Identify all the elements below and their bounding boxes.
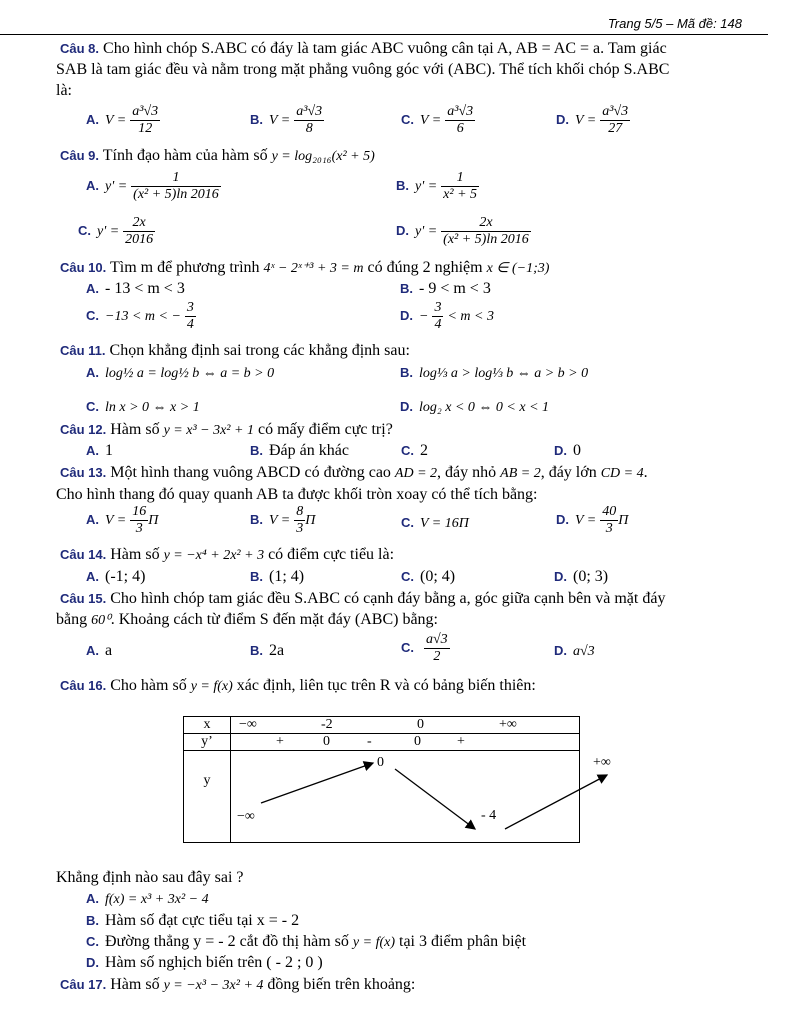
x-value: +∞ [499,717,517,732]
y-prime-label: y’ [184,734,231,751]
sign: 0 [323,734,330,749]
x-value: 0 [417,717,424,732]
q10-option-d[interactable]: D. − $\frac{3}{4}$ < m < 3 [400,300,494,332]
q10-option-c[interactable]: C. −13 < m < − $\frac{3}{4}$ [86,300,194,332]
q13-option-c[interactable]: C. V = 16Π [401,515,469,531]
question-10: Câu 10. Tìm m để phương trình 4ˣ − 2ˣ⁺³ + 3 = m có đúng 2 nghiệm x ∈ (−1;3) [60,259,550,276]
question-13-line2: Cho hình thang đó quay quanh AB ta được khối tròn xoay có thể tích bằng: [56,486,538,503]
x-values-cell [231,717,580,734]
q11-option-b[interactable]: B. log⅓ a > log⅓ b ⇔ a > b > 0 [400,365,589,381]
question-11: Câu 11. Chọn khẳng định sai trong các khẳng định sau: [60,342,410,359]
question-16: Câu 16. Cho hàm số y = f(x) xác định, liên tục trên R và có bảng biến thiên: [60,677,536,694]
arrow-up [505,775,607,829]
question-17: Câu 17. Hàm số y = −x³ − 3x² + 4 đồng biến trên khoảng: [60,976,416,993]
question-15: Câu 15. Cho hình chóp tam giác đều S.ABC có cạnh đáy bằng a, góc giữa cạnh bên và mặt đáy [60,590,666,607]
q15-option-c[interactable]: C. $\frac{a√3}{2}$ [401,632,448,664]
q11-option-d[interactable]: D. log₂ x < 0 ⇔ 0 < x < 1 [400,399,550,415]
q8-option-b[interactable]: B. V = $\frac{\text{a³√3}}{8}$ [250,104,323,136]
question-8-line3: là: [56,82,72,99]
q12-option-c[interactable]: C. 2 [401,442,428,459]
question-9: Câu 9. Tính đạo hàm của hàm số y = log₂₀₁₆(x² + 5) [60,147,375,164]
q13-option-b[interactable]: B. V = $\frac{8}{3}$ Π [250,504,316,536]
q8-option-d[interactable]: D. V = $\frac{\text{a³√3}}{27}$ [556,104,629,136]
question-15-line2: bằng 60⁰. Khoảng cách từ điểm S đến mặt đáy (ABC) bằng: [56,611,438,628]
q16-option-b[interactable]: B. Hàm số đạt cực tiểu tại x = - 2 [86,912,300,929]
q10-option-a[interactable]: A. - 13 < m < 3 [86,280,185,297]
variation-table [183,716,611,843]
y-value: 0 [377,755,384,770]
question-8 [60,40,667,58]
q15-option-b[interactable]: B. 2a [250,642,285,659]
q12-option-a[interactable]: A. 1 [86,442,113,459]
q16-option-d[interactable]: D. Hàm số nghịch biến trên ( - 2 ; 0 ) [86,954,323,971]
q14-option-b[interactable]: B. (1; 4) [250,568,305,585]
q9-option-c[interactable]: C. y' = $\frac{2x}{2016}$ [78,215,154,247]
q9-option-a[interactable]: A. y' = $\frac{1}{\text{(x² + 5)ln 2016}}$ [86,170,219,202]
arrow-up [261,763,373,803]
q11-option-c[interactable]: C. ln x > 0 ⇔ x > 1 [86,399,200,415]
q13-option-a[interactable]: A. V = $\frac{16}{3}$ Π [86,504,159,536]
sign: + [276,734,284,749]
question-8-line2: SAB là tam giác đều và nằm trong mặt phẳng vuông góc với (ABC). Thể tích khối chóp S.ABC [56,61,670,78]
question-text: Cho hình chóp S.ABC có đáy là tam giác ABC vuông cân tại A, AB = AC = a. Tam giác [103,40,667,57]
q10-option-b[interactable]: B. - 9 < m < 3 [400,280,491,297]
question-16-prompt: Khẳng định nào sau đây sai ? [56,869,244,886]
y-value: −∞ [237,809,255,824]
q12-option-b[interactable]: B. Đáp án khác [250,442,349,459]
sign: - [367,734,372,749]
y-value: - 4 [481,808,497,823]
q13-option-d[interactable]: D. V = $\frac{40}{3}$ Π [556,504,629,536]
q14-option-c[interactable]: C. (0; 4) [401,568,456,585]
q15-option-d[interactable]: D. a√3 [554,643,595,659]
y-label: y [184,751,231,843]
q8-option-c[interactable]: C. V = $\frac{\text{a³√3}}{6}$ [401,104,474,136]
question-number: Câu 8. [60,41,100,56]
q14-option-a[interactable]: A. (-1; 4) [86,568,146,585]
sign: 0 [414,734,421,749]
question-13: Câu 13. Một hình thang vuông ABCD có đường cao AD = 2, đáy nhỏ AB = 2, đáy lớn CD = 4. [60,464,648,481]
y-value: +∞ [593,755,611,770]
q16-option-c[interactable]: C. Đường thẳng y = - 2 cắt đồ thị hàm số y = f(x) tại 3 điểm phân biệt [86,933,527,950]
question-12: Câu 12. Hàm số y = x³ − 3x² + 1 có mấy điểm cực trị? [60,421,393,438]
variation-arrows [231,751,627,843]
sign: + [457,734,465,749]
q15-option-a[interactable]: A. a [86,642,113,659]
q12-option-d[interactable]: D. 0 [554,442,581,459]
y-values-cell [231,751,611,843]
q14-option-d[interactable]: D. (0; 3) [554,568,609,585]
q9-option-d[interactable]: D. y' = $\frac{2x}{\text{(x² + 5)ln 2016}}$ [396,215,529,247]
q9-option-b[interactable]: B. y' = $\frac{1}{\text{x² + 5}}$ [396,170,478,202]
x-value: −∞ [239,717,257,732]
y-prime-values-cell [231,734,580,751]
page-header [0,6,768,35]
x-value: -2 [321,717,333,732]
page-label: Trang 5/5 – Mã đề: 148 [607,16,742,31]
arrow-down [395,769,475,829]
question-14: Câu 14. Hàm số y = −x⁴ + 2x² + 3 có điểm cực tiểu là: [60,546,395,563]
q11-option-a[interactable]: A. log½ a = log½ b ⇔ a = b > 0 [86,365,275,381]
q8-option-a[interactable]: A. V = $\frac{\text{a³√3}}{12}$ [86,104,159,136]
q16-option-a[interactable]: A. f(x) = x³ + 3x² − 4 [86,891,209,907]
x-label: x [184,717,231,734]
